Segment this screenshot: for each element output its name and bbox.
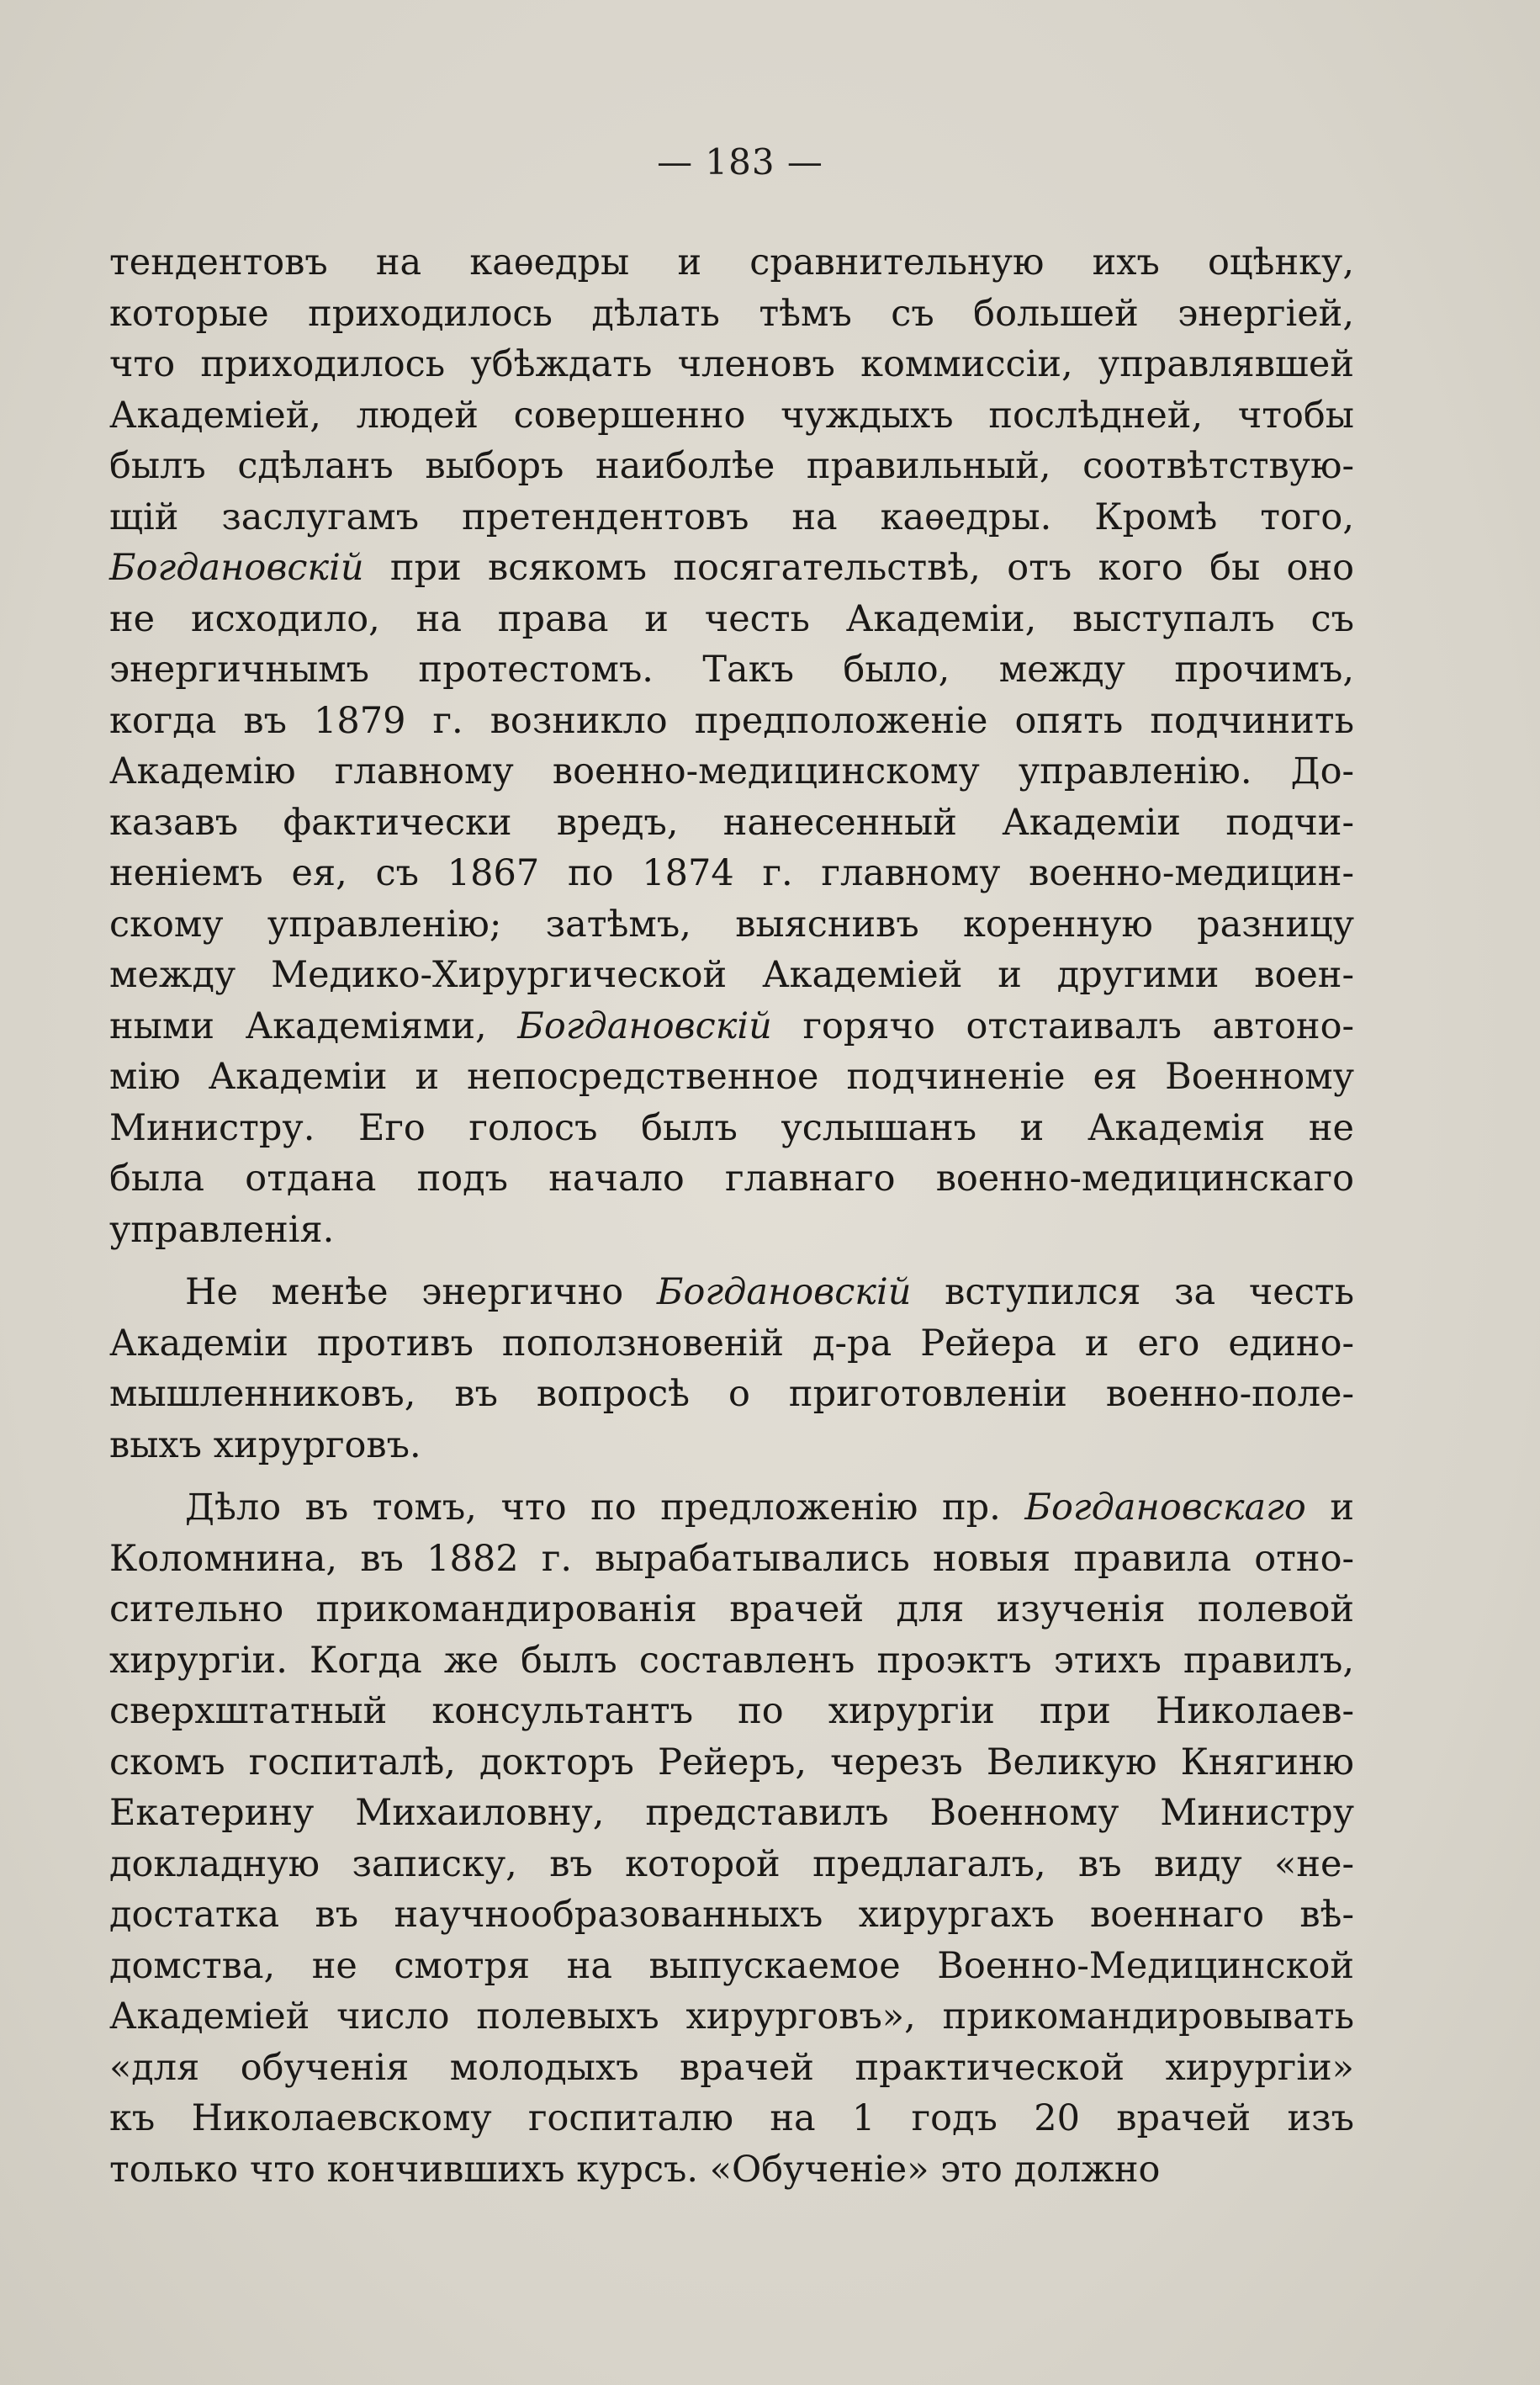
text-line: Академіи противъ поползновеній д-ра Рейера и его едино- — [109, 1322, 1354, 1365]
text-line: ными Академіями, Богдановскій горячо отстаивалъ автоно- — [109, 1004, 1354, 1047]
text-line: скому управленію; затѣмъ, выяснивъ коренную разницу — [109, 903, 1354, 946]
text-line: хирургіи. Когда же былъ составленъ проэктъ этихъ правилъ, — [109, 1639, 1354, 1682]
text-line: управленія. — [109, 1208, 335, 1251]
text-line: щій заслугамъ претендентовъ на каѳедры. Кромѣ того, — [109, 496, 1354, 538]
text-line: Не менѣе энергично Богдановскій вступился за честь — [185, 1271, 1354, 1313]
text-line: былъ сдѣланъ выборъ наиболѣе правильный, соотвѣтствую- — [109, 445, 1354, 487]
italic-name: Богдановскій — [517, 1004, 772, 1047]
body-text — [109, 237, 1354, 2195]
text-line: Дѣло въ томъ, что по предложенію пр. Богдановскаго и — [185, 1487, 1354, 1529]
text-line: Академію главному военно-медицинскому управленію. До- — [109, 750, 1354, 792]
text-line: Академіей, людей совершенно чуждыхъ послѣдней, чтобы — [109, 394, 1354, 437]
paragraph-gap — [109, 1255, 1354, 1267]
text-line: неніемъ ея, съ 1867 по 1874 г. главному военно-медицин- — [109, 852, 1354, 894]
text-line: только что кончившихъ курсъ. «Обученіе» это должно — [109, 2148, 1161, 2191]
text-line: Академіей число полевыхъ хирурговъ», прикомандировывать — [109, 1995, 1354, 2038]
text-line: энергичнымъ протестомъ. Такъ было, между прочимъ, — [109, 649, 1354, 691]
page-number: — 183 — — [657, 141, 823, 183]
text-line: выхъ хирурговъ. — [109, 1423, 421, 1466]
text-line: между Медико-Хирургической Академіей и другими воен- — [109, 954, 1354, 996]
text-line: мышленниковъ, въ вопросѣ о приготовленіи военно-поле- — [109, 1373, 1354, 1415]
text-line: сверхштатный консультантъ по хирургіи при Николаев- — [109, 1690, 1354, 1732]
text-line: достатка въ научнообразованныхъ хирургахъ военнаго вѣ- — [109, 1894, 1354, 1936]
italic-name: Богдановскій — [656, 1271, 912, 1313]
text-line: не исходило, на права и честь Академіи, выступалъ съ — [109, 597, 1354, 640]
text-line: Екатерину Михаиловну, представилъ Военному Министру — [109, 1792, 1354, 1834]
text-line: которые приходилось дѣлать тѣмъ съ большей энергіей, — [109, 292, 1354, 335]
text-line: была отдана подъ начало главнаго военно-медицинскаго — [109, 1158, 1354, 1200]
text-line: скомъ госпиталѣ, докторъ Рейеръ, черезъ Великую Княгиню — [109, 1741, 1354, 1783]
text-line: Коломнина, въ 1882 г. вырабатывались новыя правила отно- — [109, 1537, 1354, 1580]
text-line: казавъ фактически вредъ, нанесенный Академіи подчи- — [109, 801, 1354, 844]
text-line: къ Николаевскому госпиталю на 1 годъ 20 врачей изъ — [109, 2097, 1354, 2139]
text-line: Министру. Его голосъ былъ услышанъ и Академія не — [109, 1106, 1354, 1149]
text-line: тендентовъ на каѳедры и сравнительную ихъ оцѣнку, — [109, 241, 1354, 284]
text-line: Богдановскій при всякомъ посягательствѣ, отъ кого бы оно — [109, 547, 1354, 589]
italic-name: Богдановскій — [109, 547, 364, 589]
text-line: докладную записку, въ которой предлагалъ, въ виду «не- — [109, 1842, 1354, 1885]
text-line: «для обученія молодыхъ врачей практической хирургіи» — [109, 2046, 1354, 2089]
text-line: что приходилось убѣждать членовъ коммиссіи, управлявшей — [109, 343, 1354, 385]
text-line: сительно прикомандированія врачей для изученія полевой — [109, 1588, 1354, 1630]
text-line: домства, не смотря на выпускаемое Военно-Медицинской — [109, 1944, 1354, 1987]
text-line: мію Академіи и непосредственное подчиненіе ея Военному — [109, 1056, 1354, 1098]
italic-name: Богдановскаго — [1024, 1487, 1306, 1529]
paragraph-gap — [109, 1471, 1354, 1482]
text-line: когда въ 1879 г. возникло предположеніе опять подчинить — [109, 699, 1354, 742]
